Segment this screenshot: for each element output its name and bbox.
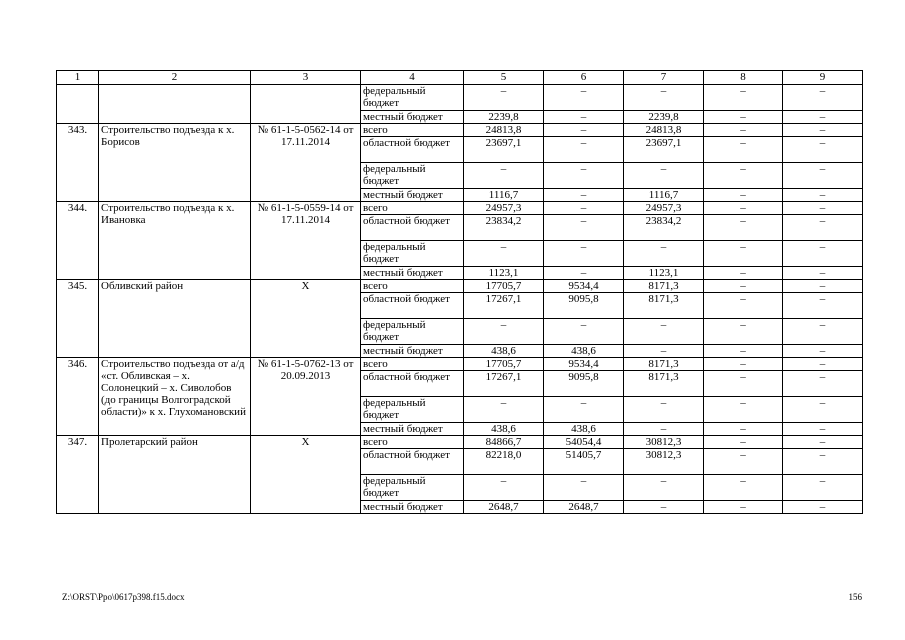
- value-cell: –: [783, 85, 863, 111]
- table-row: [57, 124, 863, 137]
- table-row: [57, 436, 863, 449]
- value-cell: 17705,7: [464, 358, 544, 371]
- value-cell: –: [464, 319, 544, 345]
- value-cell: 9095,8: [544, 371, 624, 397]
- value-cell: –: [464, 397, 544, 423]
- page-number: 156: [848, 592, 862, 602]
- value-cell: 2239,8: [464, 111, 544, 124]
- value-cell: 23834,2: [464, 215, 544, 241]
- table-row: [57, 85, 863, 111]
- value-cell: 8171,3: [624, 358, 704, 371]
- column-header: 3: [251, 71, 361, 85]
- value-cell: 2648,7: [464, 501, 544, 514]
- value-cell: –: [704, 111, 783, 124]
- funding-source: федеральный бюджет: [361, 475, 464, 501]
- funding-source: всего: [361, 124, 464, 137]
- budget-table: [56, 70, 863, 514]
- funding-source: местный бюджет: [361, 267, 464, 280]
- value-cell: 24957,3: [624, 202, 704, 215]
- value-cell: –: [783, 280, 863, 293]
- item-name: Строительство подъезда к х. Борисов: [99, 124, 251, 202]
- item-number: 344.: [57, 202, 99, 280]
- item-name: [99, 85, 251, 124]
- value-cell: 438,6: [544, 423, 624, 436]
- funding-source: всего: [361, 280, 464, 293]
- column-header: 1: [57, 71, 99, 85]
- column-header: 6: [544, 71, 624, 85]
- value-cell: –: [783, 501, 863, 514]
- value-cell: –: [464, 241, 544, 267]
- column-header: 7: [624, 71, 704, 85]
- value-cell: –: [783, 267, 863, 280]
- value-cell: 438,6: [464, 423, 544, 436]
- value-cell: 9534,4: [544, 280, 624, 293]
- header-row: [57, 71, 863, 85]
- column-header: 4: [361, 71, 464, 85]
- value-cell: –: [704, 137, 783, 163]
- item-number: [57, 85, 99, 124]
- value-cell: –: [544, 475, 624, 501]
- funding-source: всего: [361, 202, 464, 215]
- value-cell: –: [544, 202, 624, 215]
- value-cell: 24813,8: [464, 124, 544, 137]
- column-header: 9: [783, 71, 863, 85]
- item-document: Х: [251, 280, 361, 358]
- value-cell: –: [783, 358, 863, 371]
- value-cell: –: [704, 358, 783, 371]
- table-row: [57, 358, 863, 371]
- value-cell: –: [783, 215, 863, 241]
- value-cell: –: [704, 449, 783, 475]
- value-cell: –: [544, 163, 624, 189]
- value-cell: –: [783, 137, 863, 163]
- value-cell: –: [783, 345, 863, 358]
- column-header: 8: [704, 71, 783, 85]
- value-cell: 2648,7: [544, 501, 624, 514]
- value-cell: –: [704, 124, 783, 137]
- item-number: 346.: [57, 358, 99, 436]
- funding-source: всего: [361, 358, 464, 371]
- item-number: 345.: [57, 280, 99, 358]
- item-number: 347.: [57, 436, 99, 514]
- item-number: 343.: [57, 124, 99, 202]
- value-cell: –: [624, 85, 704, 111]
- value-cell: –: [624, 423, 704, 436]
- value-cell: –: [704, 436, 783, 449]
- value-cell: –: [624, 501, 704, 514]
- funding-source: федеральный бюджет: [361, 319, 464, 345]
- value-cell: –: [783, 436, 863, 449]
- value-cell: –: [783, 319, 863, 345]
- funding-source: всего: [361, 436, 464, 449]
- table-row: [57, 202, 863, 215]
- item-name: Обливский район: [99, 280, 251, 358]
- value-cell: 8171,3: [624, 280, 704, 293]
- value-cell: –: [544, 215, 624, 241]
- value-cell: –: [544, 85, 624, 111]
- value-cell: –: [704, 345, 783, 358]
- value-cell: –: [624, 397, 704, 423]
- value-cell: –: [544, 397, 624, 423]
- funding-source: федеральный бюджет: [361, 241, 464, 267]
- value-cell: –: [624, 241, 704, 267]
- value-cell: 1123,1: [464, 267, 544, 280]
- value-cell: –: [704, 423, 783, 436]
- value-cell: 82218,0: [464, 449, 544, 475]
- value-cell: –: [704, 475, 783, 501]
- value-cell: –: [704, 202, 783, 215]
- value-cell: –: [704, 189, 783, 202]
- item-document: № 61-1-5-0559-14 от 17.11.2014: [251, 202, 361, 280]
- value-cell: –: [783, 475, 863, 501]
- value-cell: –: [783, 371, 863, 397]
- value-cell: –: [783, 202, 863, 215]
- item-name: Строительство подъезда от а/д «ст. Обливская – х. Солонецкий – х. Сиволобов (до границы Волгоградской области)» к х. Глухомановский: [99, 358, 251, 436]
- value-cell: 24813,8: [624, 124, 704, 137]
- value-cell: –: [704, 319, 783, 345]
- value-cell: 30812,3: [624, 436, 704, 449]
- funding-source: федеральный бюджет: [361, 163, 464, 189]
- value-cell: 438,6: [464, 345, 544, 358]
- value-cell: –: [544, 189, 624, 202]
- value-cell: –: [783, 189, 863, 202]
- funding-source: областной бюджет: [361, 371, 464, 397]
- value-cell: –: [544, 319, 624, 345]
- funding-source: областной бюджет: [361, 449, 464, 475]
- value-cell: 2239,8: [624, 111, 704, 124]
- item-document: № 61-1-5-0562-14 от 17.11.2014: [251, 124, 361, 202]
- funding-source: местный бюджет: [361, 501, 464, 514]
- value-cell: 9095,8: [544, 293, 624, 319]
- funding-source: местный бюджет: [361, 189, 464, 202]
- funding-source: местный бюджет: [361, 111, 464, 124]
- value-cell: –: [783, 124, 863, 137]
- column-header: 2: [99, 71, 251, 85]
- value-cell: 17705,7: [464, 280, 544, 293]
- value-cell: –: [783, 241, 863, 267]
- value-cell: 17267,1: [464, 293, 544, 319]
- value-cell: –: [544, 267, 624, 280]
- value-cell: –: [704, 215, 783, 241]
- item-name: Строительство подъезда к х. Ивановка: [99, 202, 251, 280]
- value-cell: –: [704, 85, 783, 111]
- funding-source: федеральный бюджет: [361, 397, 464, 423]
- item-document: [251, 85, 361, 124]
- value-cell: –: [464, 163, 544, 189]
- value-cell: 23697,1: [624, 137, 704, 163]
- value-cell: 1116,7: [464, 189, 544, 202]
- value-cell: 17267,1: [464, 371, 544, 397]
- value-cell: –: [704, 163, 783, 189]
- value-cell: –: [704, 397, 783, 423]
- value-cell: 23834,2: [624, 215, 704, 241]
- value-cell: 24957,3: [464, 202, 544, 215]
- value-cell: –: [783, 163, 863, 189]
- funding-source: местный бюджет: [361, 423, 464, 436]
- value-cell: –: [704, 241, 783, 267]
- value-cell: –: [464, 475, 544, 501]
- item-name: Пролетарский район: [99, 436, 251, 514]
- value-cell: –: [704, 293, 783, 319]
- funding-source: областной бюджет: [361, 215, 464, 241]
- value-cell: 1116,7: [624, 189, 704, 202]
- item-document: Х: [251, 436, 361, 514]
- value-cell: –: [704, 371, 783, 397]
- value-cell: 30812,3: [624, 449, 704, 475]
- value-cell: –: [704, 280, 783, 293]
- value-cell: –: [783, 397, 863, 423]
- value-cell: –: [544, 111, 624, 124]
- value-cell: –: [544, 137, 624, 163]
- value-cell: –: [783, 423, 863, 436]
- column-header: 5: [464, 71, 544, 85]
- funding-source: местный бюджет: [361, 345, 464, 358]
- value-cell: –: [544, 241, 624, 267]
- value-cell: 8171,3: [624, 371, 704, 397]
- value-cell: 23697,1: [464, 137, 544, 163]
- value-cell: –: [544, 124, 624, 137]
- value-cell: 8171,3: [624, 293, 704, 319]
- value-cell: –: [464, 85, 544, 111]
- value-cell: –: [624, 319, 704, 345]
- value-cell: –: [624, 475, 704, 501]
- value-cell: –: [704, 501, 783, 514]
- value-cell: 9534,4: [544, 358, 624, 371]
- value-cell: –: [783, 449, 863, 475]
- value-cell: –: [624, 345, 704, 358]
- value-cell: 438,6: [544, 345, 624, 358]
- footer-file-path: Z:\ORST\Ppo\0617p398.f15.docx: [62, 592, 185, 602]
- table-row: [57, 280, 863, 293]
- value-cell: 51405,7: [544, 449, 624, 475]
- value-cell: –: [704, 267, 783, 280]
- value-cell: 84866,7: [464, 436, 544, 449]
- value-cell: 1123,1: [624, 267, 704, 280]
- value-cell: –: [624, 163, 704, 189]
- funding-source: областной бюджет: [361, 137, 464, 163]
- funding-source: областной бюджет: [361, 293, 464, 319]
- value-cell: –: [783, 111, 863, 124]
- funding-source: федеральный бюджет: [361, 85, 464, 111]
- value-cell: –: [783, 293, 863, 319]
- value-cell: 54054,4: [544, 436, 624, 449]
- item-document: № 61-1-5-0762-13 от 20.09.2013: [251, 358, 361, 436]
